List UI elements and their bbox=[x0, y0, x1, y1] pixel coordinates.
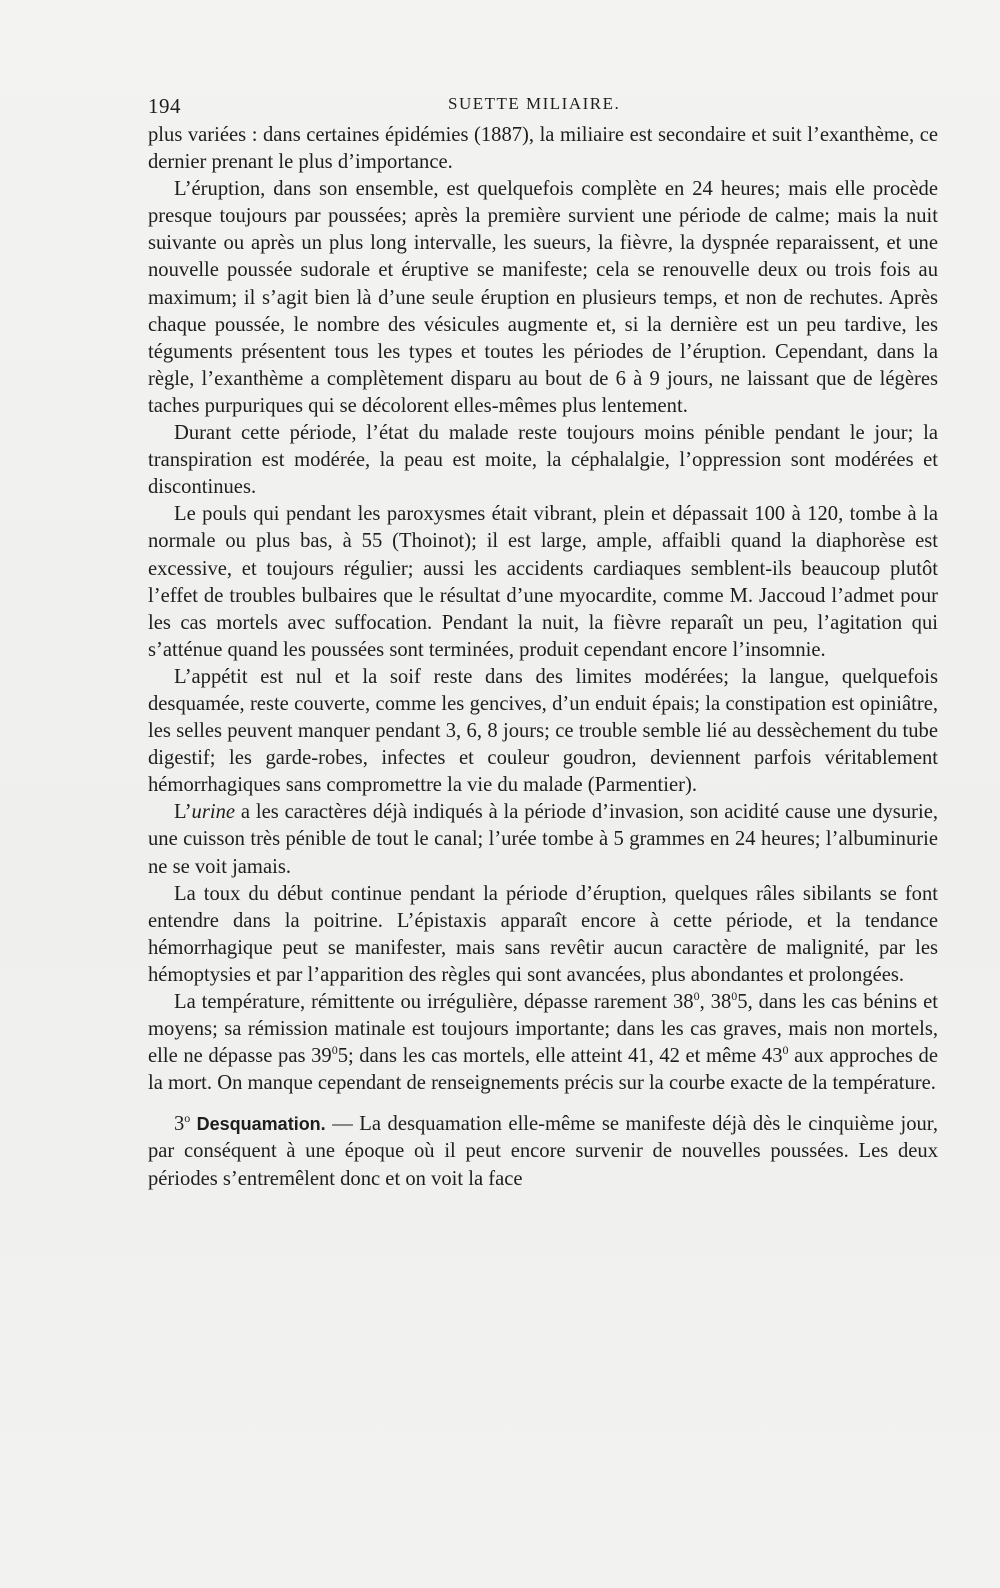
temperature-text-4: 5; dans les cas mortels, elle atteint 41, 42 et même 43 bbox=[337, 1045, 783, 1068]
paragraph-continuation: plus variées : dans certaines épidémies (1887), la miliaire est secondaire et suit l’exanthème, ce dernier prenant le plus d’importance. bbox=[148, 124, 938, 174]
degree-sup-4: 0 bbox=[782, 1043, 789, 1058]
urine-text: a les caractères déjà indiqués à la période d’invasion, son acidité cause une dysurie, une cuisson très pénible de tout le canal; l’urée tombe à 5 grammes en 24 heures; l’albuminurie ne se voit jamais. bbox=[148, 801, 938, 878]
page-header bbox=[148, 94, 938, 120]
paragraph-periode: Durant cette période, l’état du malade reste toujours moins pénible pendant le jour; la transpiration est modérée, la peau est moite, la céphalalgie, l’oppression sont modérées et discontinues. bbox=[148, 422, 938, 499]
temperature-text-1: La température, rémittente ou irrégulière, dépasse rarement 38 bbox=[174, 991, 694, 1013]
urine-lead: L’ bbox=[174, 801, 192, 824]
paragraph-pouls: Le pouls qui pendant les paroxysmes était vibrant, plein et dépassait 100 à 120, tombe à la normale ou plus bas, à 55 (Thoinot); il est large, ample, affaibli quand la diaphorèse est excessive, et toujours régulier; aussi les accidents cardiaques semblent-ils beaucoup plutôt l’effet de troubles bulbaires que le résultat d’une myocardite, comme M. Jaccoud l’admet pour les cas mortels avec suffocation. Pendant la nuit, la fièvre reparaît un peu, l’agitation qui s’atténue quand les poussées sont terminées, produit cependant encore l’insomnie. bbox=[148, 503, 938, 661]
paragraph-appetit: L’appétit est nul et la soif reste dans des limites modérées; la langue, quelquefois desquamée, reste couverte, comme les gencives, d’un enduit épais; la constipation est opiniâtre, les selles peuvent manquer pendant 3, 6, 8 jours; ce trouble semble lié au dessèchement du tube digestif; les garde-robes, infectes et couleur goudron, deviennent parfois véritablement hémorrhagiques sans compromettre la vie du malade (Parmentier). bbox=[148, 665, 938, 797]
paragraph-eruption: L’éruption, dans son ensemble, est quelquefois complète en 24 heures; mais elle procède presque toujours par poussées; après la première survient une période de calme; mais la nuit suivante ou après un plus long intervalle, les sueurs, la fièvre, la dyspnée reparaissent, et une nouvelle poussée sudorale et éruptive se manifeste; cela se renouvelle deux ou trois fois au maximum; il s’agit bien là d’une seule éruption en plusieurs temps, et non de rechutes. Après chaque poussée, le nombre des vésicules augmente et, si la dernière est un peu tardive, les téguments présentent tous les types et toutes les périodes de l’éruption. Cependant, dans la règle, l’exanthème a complètement disparu au bout de 6 à 9 jours, ne laissant que de légères taches purpuriques qui se décolorent elles-mêmes plus lentement. bbox=[148, 178, 938, 417]
desquamation-text: — La desquamation elle-même se manifeste déjà dès le cinquième jour, par conséquent à une époque où il peut encore survenir de nouvelles poussées. Les deux périodes s’entremêlent donc et on voit la face bbox=[148, 1113, 938, 1190]
paragraph-desquamation bbox=[148, 1111, 938, 1192]
page-body bbox=[148, 122, 938, 1193]
degree-sup-1: 0 bbox=[693, 989, 700, 1004]
paragraph-temperature bbox=[148, 989, 938, 1097]
running-head: SUETTE MILIAIRE. bbox=[448, 94, 621, 113]
page-number: 194 bbox=[148, 94, 181, 118]
temperature-text-5: aux approches de la mort. On manque cependant de renseignements précis sur la courbe exacte de la température. bbox=[148, 1045, 938, 1095]
temperature-text-3: 5, dans les cas bénins et moyens; sa rémission matinale est toujours importante; dans les cas graves, mais non mortels, elle ne dépasse pas 39 bbox=[148, 991, 938, 1068]
urine-italic-word: urine bbox=[191, 801, 236, 824]
paragraph-toux: La toux du début continue pendant la période d’éruption, quelques râles sibilants se font entendre dans la poitrine. L’épistaxis apparaît encore à cette période, et la tendance hémorrhagique peut se manifester, mais sans revêtir aucun caractère de malignité, par les hémoptysies et par l’apparition des règles qui sont avancées, plus abondantes et prolongées. bbox=[148, 882, 938, 986]
section-title: Desquamation. bbox=[190, 1114, 326, 1135]
section-number: 3 bbox=[174, 1113, 185, 1136]
section-number-sup: o bbox=[184, 1111, 191, 1126]
paragraph-urine bbox=[148, 799, 938, 880]
degree-sup-2: 0 bbox=[731, 989, 738, 1004]
degree-sup-3: 0 bbox=[331, 1043, 338, 1058]
temperature-text-2: , 38 bbox=[699, 991, 732, 1013]
